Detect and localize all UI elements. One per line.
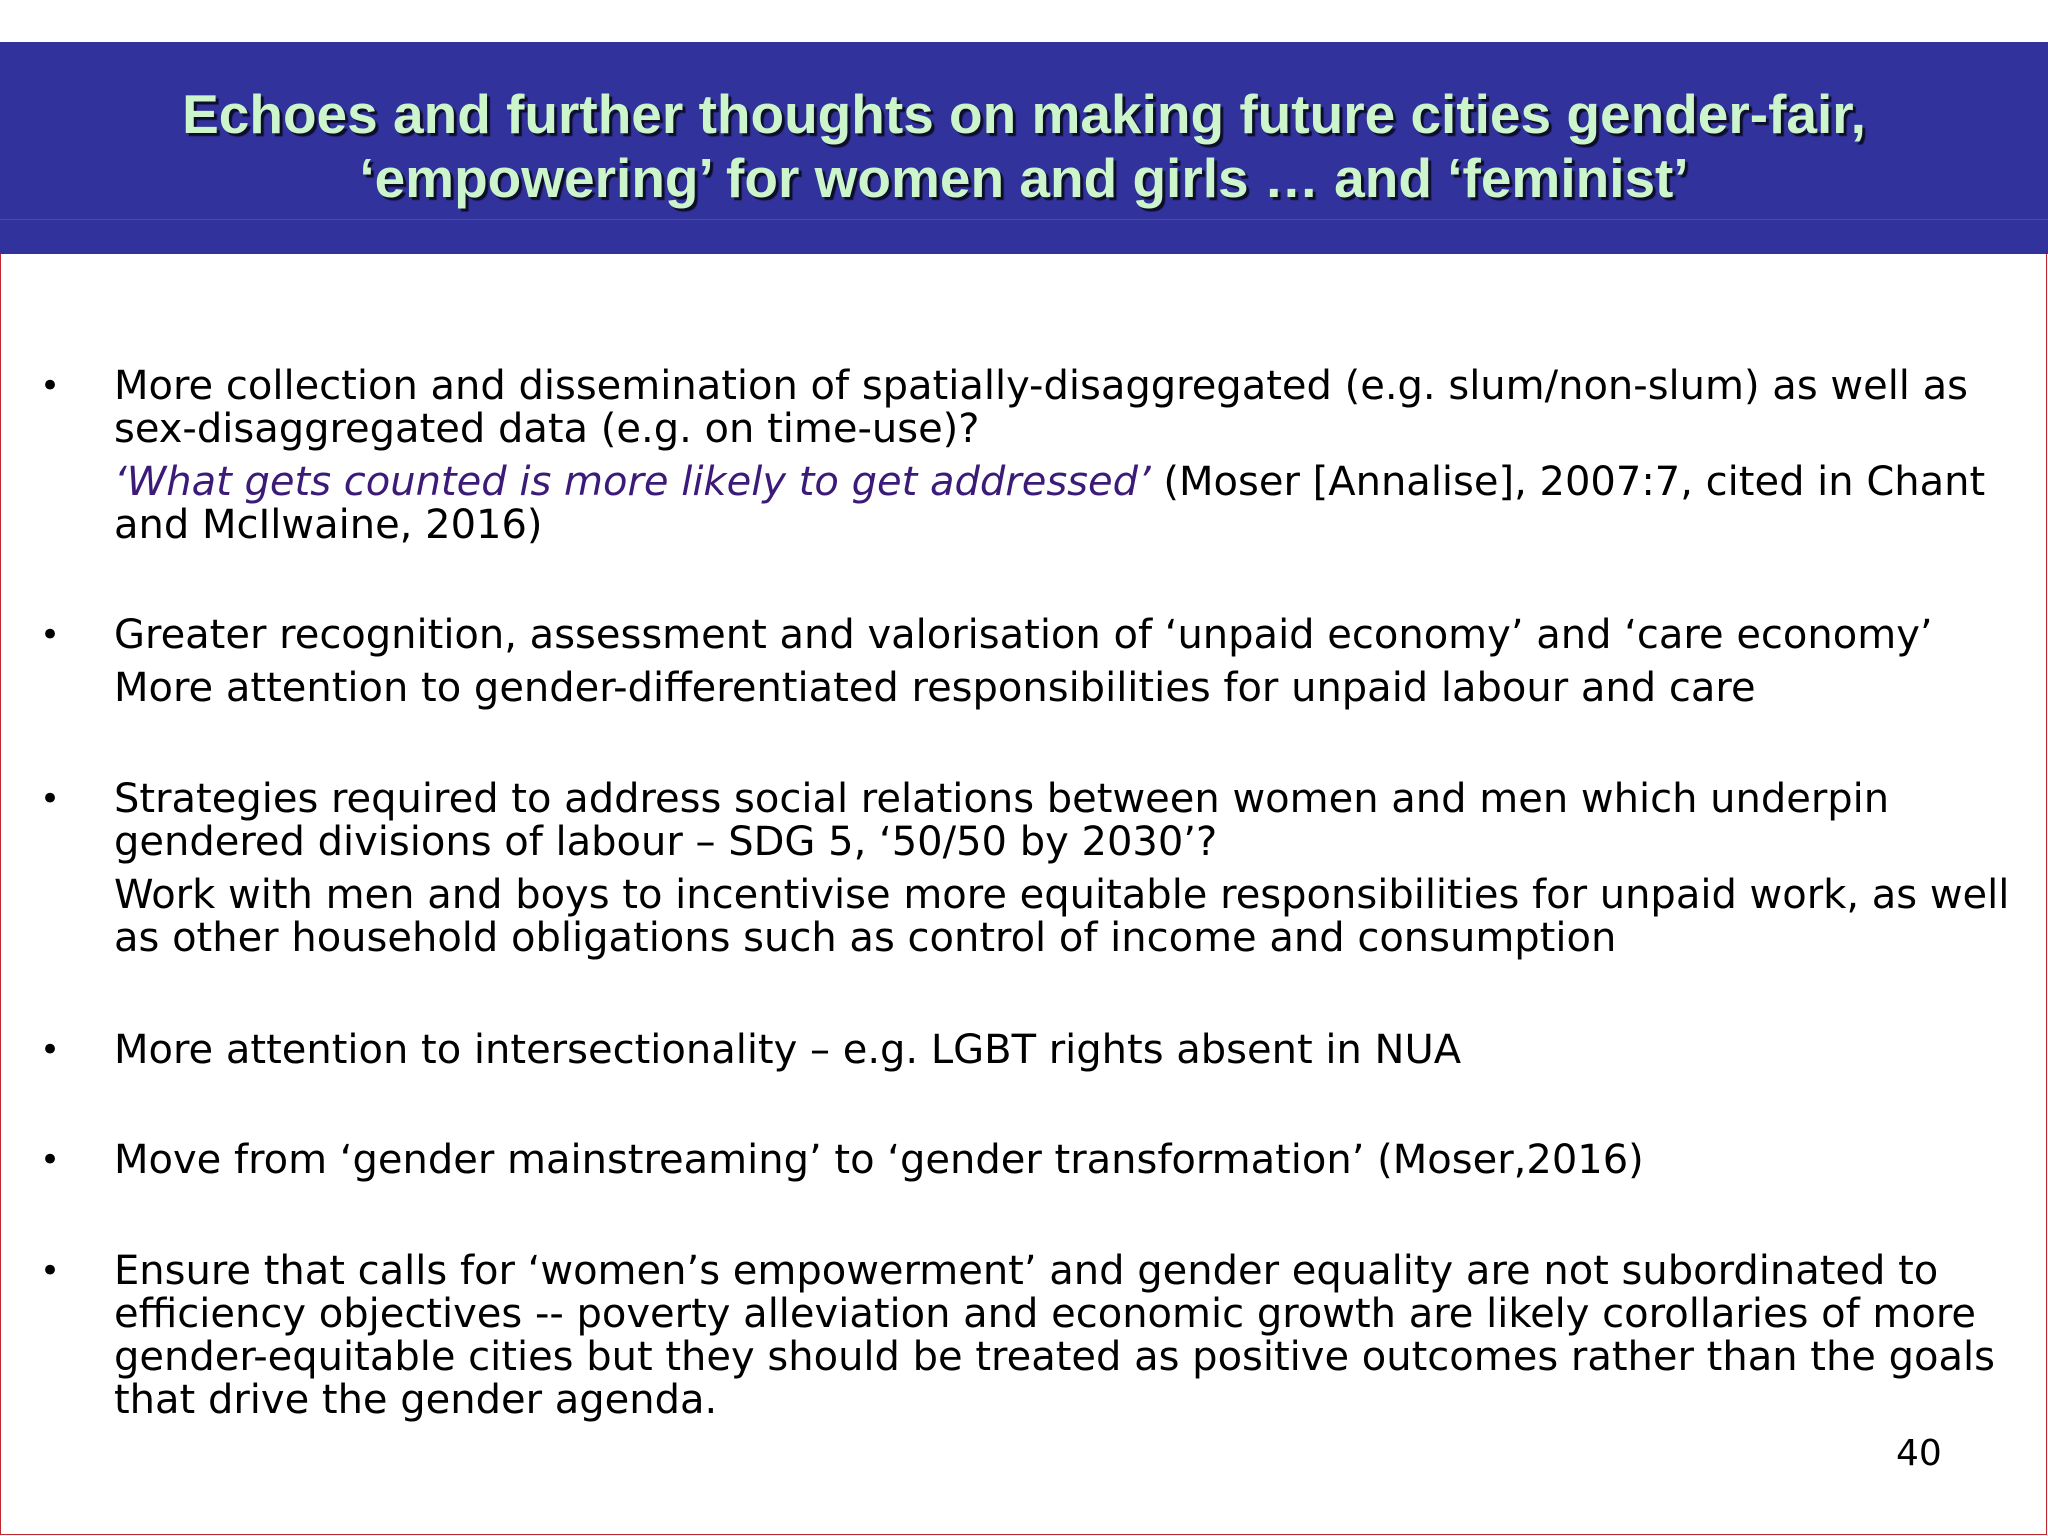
bullet-item xyxy=(40,612,2014,711)
bullet-text: More collection and dissemination of spatially-disaggregated (e.g. slum/non-slum) as well as sex-disaggregated data (e.g. on time-use)? xyxy=(114,363,1968,452)
bullet-item xyxy=(40,1137,2014,1183)
bullet-subtext: Work with men and boys to incentivise more equitable responsibilities for unpaid work, as well as other household obligations such as control of income and consumption xyxy=(114,872,2010,961)
bullet-quote-paragraph xyxy=(114,461,2014,547)
bullet-text: Greater recognition, assessment and valorisation of ‘unpaid economy’ and ‘care economy’ xyxy=(114,612,1933,658)
bullet-text: Strategies required to address social relations between women and men which underpin gendered divisions of labour – SDG 5, ‘50/50 by 2030’? xyxy=(114,776,1890,865)
citation-text: (Moser [Annalise], 2007:7, cited in Chant and McIlwaine, 2016) xyxy=(114,459,1986,548)
bullet-marker: • xyxy=(40,1251,61,1291)
bullet-marker: • xyxy=(40,1030,61,1070)
slide-title-line-2: ‘empowering’ for women and girls … and ‘feminist’ xyxy=(359,147,1689,209)
bullet-marker: • xyxy=(40,1140,61,1180)
bullet-item xyxy=(40,1027,2014,1073)
bullet-item xyxy=(40,776,2014,961)
bullet-text: Move from ‘gender mainstreaming’ to ‘gender transformation’ (Moser,2016) xyxy=(114,1137,1644,1183)
bullet-marker: • xyxy=(40,615,61,655)
bullet-text: More attention to intersectionality – e.g. LGBT rights absent in NUA xyxy=(114,1027,1462,1073)
slide-title-line-1: Echoes and further thoughts on making future cities gender-fair, xyxy=(182,83,1866,145)
bullet-item xyxy=(40,1248,2014,1423)
bullet-text: Ensure that calls for ‘women’s empowerment’ and gender equality are not subordinated to efficiency objectives -- poverty alleviation and economic growth are likely corollaries of more gender-equitable cities but they should be treated as positive outcomes rather than the goals that drive the gender agenda. xyxy=(114,1248,1995,1423)
page-number: 40 xyxy=(1896,1433,1942,1474)
bullet-subtext: More attention to gender-differentiated responsibilities for unpaid labour and care xyxy=(114,665,1756,711)
bullet-marker: • xyxy=(40,366,61,406)
bullet-marker: • xyxy=(40,779,61,819)
quote-text: ‘What gets counted is more likely to get addressed’ xyxy=(114,459,1151,505)
bullet-item xyxy=(40,363,2014,548)
